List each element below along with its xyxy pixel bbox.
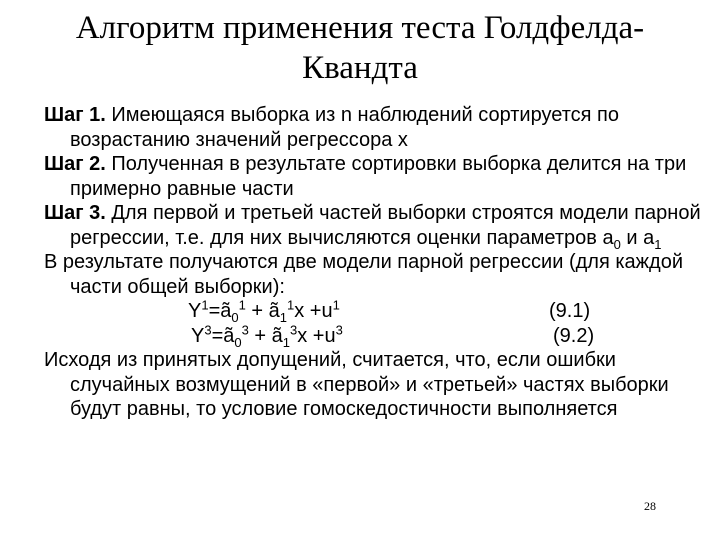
conclusion-text: Исходя из принятых допущений, считается, что, если ошибки случайных возмущений в «первой» и «третьей» частях выборки будут равны, то условие гомоскедостичности выполняется [44,349,669,420]
slide-title [20,8,700,88]
step-2-paragraph [44,152,704,201]
step-2-label: Шаг 2. [44,153,106,175]
equation-9-1-number: (9.1) [549,300,591,322]
result-paragraph [44,250,704,299]
title-line-1: Алгоритм применения теста Голдфелда- [75,10,645,46]
result-text: В результате получаются две модели парной регрессии (для каждой части общей выборки): [44,251,683,298]
page-number: 28 [644,499,656,513]
step-3-subscript-1: 1 [654,236,662,252]
equation-9-2-number: (9.2) [553,324,595,347]
step-3-subscript-0: 0 [613,236,621,252]
step-2-text: Полученная в результате сортировки выборка делится на три примерно равные части [70,153,687,200]
title-line-2: Квандта [302,50,418,86]
equation-9-2 [44,321,704,350]
step-1-text: Имеющаяся выборка из n наблюдений сортируется по возрастанию значений регрессора x [70,104,620,151]
equation-9-1 [44,299,704,324]
step-3-and: и a [620,226,655,249]
step-1-paragraph [44,103,704,152]
equation-9-2-formula: $Y^3=ã_0^3$ + $ã_1^3x +u^3$ [191,321,343,350]
conclusion-paragraph [44,348,704,422]
step-3-paragraph [44,201,704,250]
step-3-text: Для первой и третьей частей выборки строятся модели парной регрессии, т.е. для них вычисляются оценки параметров a [70,202,701,249]
equation-9-1-formula: $Y^1=ã_0^1$ + $ã_1^1x +u^1$ [188,297,340,325]
step-1-label: Шаг 1. [44,104,106,126]
slide-body [44,103,704,422]
step-3-label: Шаг 3. [44,202,106,224]
